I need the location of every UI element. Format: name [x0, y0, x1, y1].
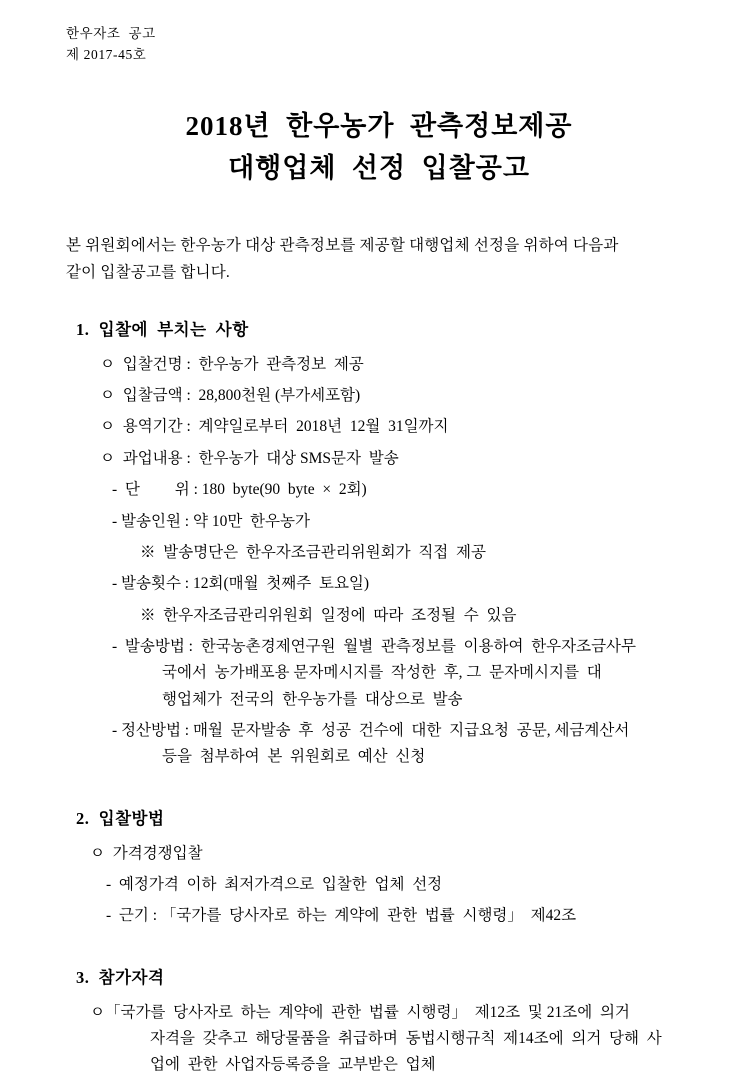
list-item-continuation: 국에서 농가배포용 문자메시지를 작성한 후, 그 문자메시지를 대 [162, 664, 602, 682]
list-item: ㅇ 입찰금액 : 28,800천원 (부가세포함) [100, 387, 361, 405]
list-item: ㅇ 가격경쟁입찰 [90, 844, 203, 862]
section-3 [66, 964, 710, 1079]
list-item: - 발송횟수 : 12회(매월 첫째주 토요일) [112, 575, 370, 593]
intro-line-2: 같이 입찰공고를 합니다. [66, 263, 230, 281]
section-1-heading: 1. 입찰에 부치는 사항 [76, 319, 249, 339]
intro-line-1: 본 위원회에서는 한우농가 대상 관측정보를 제공할 대행업체 선정을 위하여 다음과 [66, 236, 619, 254]
list-item-continuation: 등을 첨부하여 본 위원회로 예산 신청 [162, 748, 426, 766]
page-title [66, 106, 710, 190]
list-item: - 단 위 : 180 byte(90 byte × 2회) [112, 481, 367, 499]
list-item: - 정산방법 : 매월 문자발송 후 성공 건수에 대한 지급요청 공문, 세금계산서 [112, 721, 630, 739]
section-3-heading: 3. 참가자격 [76, 967, 165, 987]
list-item: ㅇ「국가를 당사자로 하는 계약에 관한 법률 시행령」 제12조 및 21조에 의거 [90, 1003, 630, 1021]
intro-paragraph [66, 232, 710, 286]
section-2 [66, 805, 710, 930]
list-item-continuation: 자격을 갖추고 해당물품을 취급하며 동법시행규칙 제14조에 의거 당해 사 [150, 1029, 662, 1047]
title-line-2: 대행업체 선정 입찰공고 [228, 152, 530, 183]
list-item-note: ※ 발송명단은 한우자조금관리위원회가 직접 제공 [140, 543, 486, 561]
section-2-heading: 2. 입찰방법 [76, 808, 165, 828]
list-item-continuation: 업에 관한 사업자등록증을 교부받은 업체 [150, 1056, 436, 1074]
header-line-1: 한우자조 공고 [66, 26, 156, 41]
section-1 [66, 316, 710, 771]
list-item: ㅇ 입찰건명 : 한우농가 관측정보 제공 [100, 355, 364, 373]
list-item-note: ※ 한우자조금관리위원회 일정에 따라 조정될 수 있음 [140, 606, 517, 624]
list-item: - 발송방법 : 한국농촌경제연구원 월별 관측정보를 이용하여 한우자조금사무 [112, 637, 637, 655]
list-item: ㅇ 과업내용 : 한우농가 대상 SMS문자 발송 [100, 449, 399, 467]
header-line-2: 제 2017-45호 [66, 46, 147, 62]
list-item: - 발송인원 : 약 10만 한우농가 [112, 512, 310, 530]
list-item: - 예정가격 이하 최저가격으로 입찰한 업체 선정 [106, 875, 443, 893]
list-item: ㅇ 용역기간 : 계약일로부터 2018년 12월 31일까지 [100, 418, 449, 436]
document-header [66, 24, 710, 66]
list-item-continuation: 행업체가 전국의 한우농가를 대상으로 발송 [162, 690, 463, 708]
title-line-1: 2018년 한우농가 관측정보제공 [185, 110, 573, 141]
list-item: - 근기 : 「국가를 당사자로 하는 계약에 관한 법률 시행령」 제42조 [106, 907, 577, 925]
